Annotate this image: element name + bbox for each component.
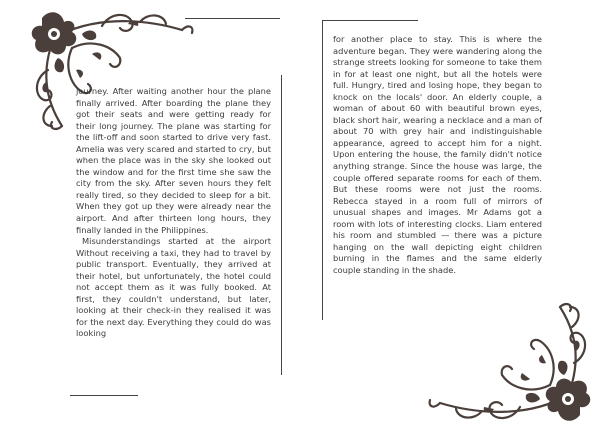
bottom-left-rule: [70, 395, 138, 396]
paragraph: journey. After waiting another hour the plane finally arrived. After boarding the plane they got their seats and were getting ready for their long journey. The plane was starting for the lift-off and soon started to drive very fast. Amelia was very scared and started to cry, but when the place was in the sky she looked out the window and for the first time she saw the city from the sky. After seven hours they felt really tired, so they decided to sleep for a bit. When they got up they were already near the airport. And after thirteen long hours, they finally landed in the Philippines.: [76, 86, 271, 235]
top-left-rule: [185, 18, 280, 19]
top-right-rule: [323, 20, 418, 21]
paragraph: Misunderstandings started at the airport Without receiving a taxi, they had to travel by public transport. Eventually, they arrived at their hotel, but unfortunately, the hotel could not accept them as it was fully booked. At first, they couldn't understand, but later, looking at their check-in they realised it was for the next day. Everything they could do was looking: [76, 236, 271, 339]
floral-corner-bottom-right-icon: [425, 300, 590, 425]
left-text-column: [76, 86, 271, 340]
left-column-rule: [281, 75, 282, 375]
right-column-rule: [322, 20, 323, 320]
paragraph: for another place to stay. This is where the adventure began. They were wandering along the strange streets looking for someone to take them in for at least one night, but all the hotels were full. Hungry, tired and losing hope, they began to knock on the locals' door. An elderly couple, a woman of about 60 with beautiful brown eyes, black short hair, wearing a necklace and a man of about 70 with grey hair and indistinguishable appearance, agreed to accept him for a night. Upon entering the house, the family didn't notice anything strange. Since the house was large, the couple offered separate rooms for each of them. But these rooms were not just the rooms. Rebecca stayed in a room full of mirrors of unusual shapes and images. Mr Adams got a room with lots of interesting clocks. Liam entered his room and stumbled — there was a picture hanging on the wall depicting eight children burning in the flames and the same elderly couple standing in the shade.: [333, 34, 542, 275]
right-text-column: [333, 34, 542, 276]
